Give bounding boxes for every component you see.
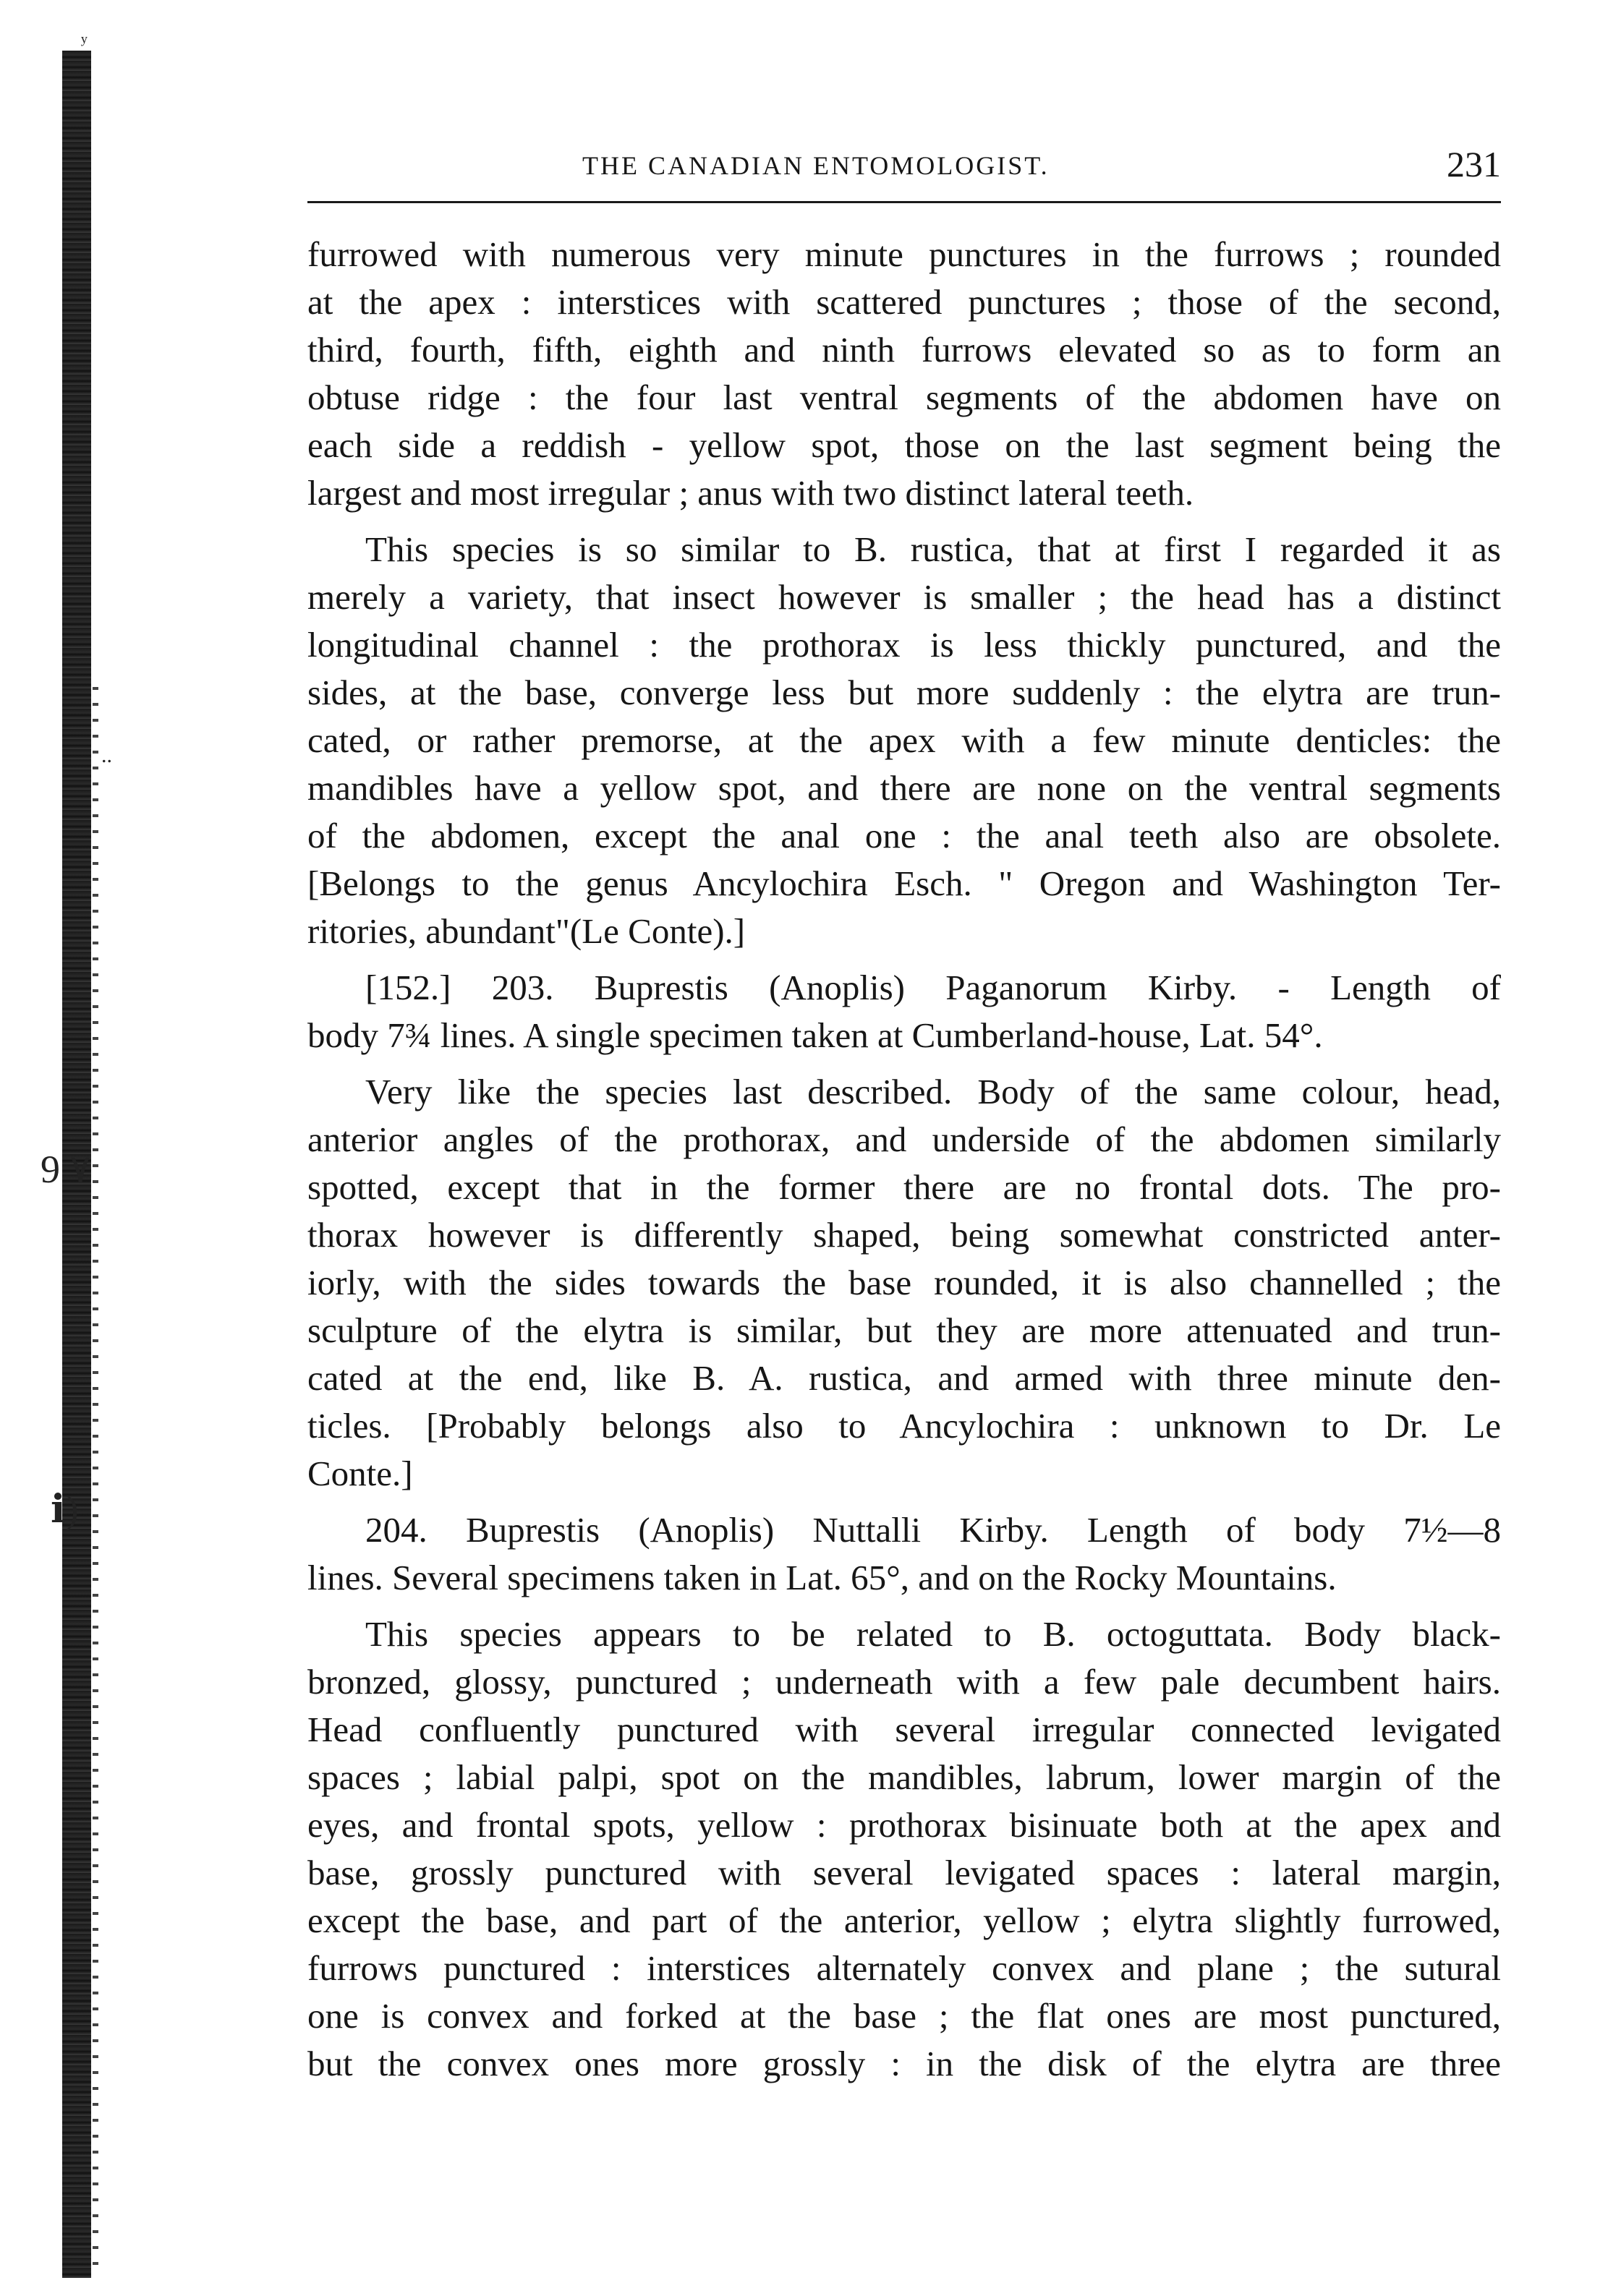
line: largest and most irregular ; anus with two distinct lateral teeth. bbox=[307, 473, 1194, 513]
species-heading-204: 204. Buprestis (Anoplis) Nuttalli Kirby. Length of body 7½—8 bbox=[365, 1510, 1501, 1550]
margin-mark-top: ʸ bbox=[81, 30, 88, 54]
line: bronzed, glossy, punctured ; underneath with a few pale decumbent hairs. bbox=[307, 1662, 1501, 1702]
margin-mark-c: ℹ) bbox=[51, 1488, 79, 1531]
line: each side a reddish - yellow spot, those on the last segment being the bbox=[307, 425, 1501, 465]
line: iorly, with the sides towards the base rounded, it is also channelled ; the bbox=[307, 1263, 1501, 1302]
line: anterior angles of the prothorax, and underside of the abdomen similarly bbox=[307, 1119, 1501, 1159]
line: This species appears to be related to B. octoguttata. Body black- bbox=[365, 1614, 1501, 1654]
page-number: 231 bbox=[1447, 144, 1501, 184]
line: Head confluently punctured with several irregular connected levigated bbox=[307, 1710, 1501, 1749]
line: at the apex : interstices with scattered punctures ; those of the second, bbox=[307, 282, 1501, 322]
line: furrowed with numerous very minute punctures in the furrows ; rounded bbox=[307, 234, 1501, 274]
line: merely a variety, that insect however is smaller ; the head has a distinct bbox=[307, 577, 1501, 617]
line: thorax however is differently shaped, being somewhat constricted anter- bbox=[307, 1215, 1501, 1255]
line: Very like the species last described. Body of the same colour, head, bbox=[365, 1072, 1501, 1111]
line: ticles. [Probably belongs also to Ancylochira : unknown to Dr. Le bbox=[307, 1406, 1501, 1446]
line: third, fourth, fifth, eighth and ninth furrows elevated so as to form an bbox=[307, 330, 1501, 370]
line: one is convex and forked at the base ; the flat ones are most punctured, bbox=[307, 1996, 1501, 2036]
line: of the abdomen, except the anal one : the anal teeth also are obsolete. bbox=[307, 816, 1501, 855]
line: eyes, and frontal spots, yellow : prothorax bisinuate both at the apex and bbox=[307, 1805, 1501, 1845]
line: body 7¾ lines. A single specimen taken at Cumberland-house, Lat. 54°. bbox=[307, 1015, 1323, 1055]
line: except the base, and part of the anterior, yellow ; elytra slightly furrowed, bbox=[307, 1900, 1501, 1940]
line: spotted, except that in the former there are no frontal dots. The pro- bbox=[307, 1167, 1501, 1207]
body-text bbox=[307, 231, 1501, 2088]
margin-mark-b: 9 ٧ bbox=[41, 1148, 91, 1191]
page-header bbox=[307, 145, 1501, 188]
line: but the convex ones more grossly : in the disk of the elytra are three bbox=[307, 2044, 1501, 2083]
line: [Belongs to the genus Ancylochira Esch. " Oregon and Washington Ter- bbox=[307, 863, 1501, 903]
line: sides, at the base, converge less but more suddenly : the elytra are trun- bbox=[307, 673, 1501, 712]
running-title: THE CANADIAN ENTOMOLOGIST. bbox=[582, 151, 1050, 180]
line: cated at the end, like B. A. rustica, and armed with three minute den- bbox=[307, 1358, 1501, 1398]
line: longitudinal channel : the prothorax is less thickly punctured, and the bbox=[307, 625, 1501, 665]
species-heading-203: [152.] 203. Buprestis (Anoplis) Paganorum Kirby. - Length of bbox=[365, 968, 1501, 1007]
line: mandibles have a yellow spot, and there are none on the ventral segments bbox=[307, 768, 1501, 808]
margin-mark-a: .. bbox=[101, 743, 112, 767]
header-rule bbox=[307, 201, 1501, 203]
line: spaces ; labial palpi, spot on the mandibles, labrum, lower margin of the bbox=[307, 1757, 1501, 1797]
binding-dashes bbox=[93, 687, 98, 2278]
line: lines. Several specimens taken in Lat. 65°, and on the Rocky Mountains. bbox=[307, 1558, 1337, 1597]
line: cated, or rather premorse, at the apex with a few minute denticles: the bbox=[307, 720, 1501, 760]
line: This species is so similar to B. rustica, that at first I regarded it as bbox=[365, 529, 1501, 569]
line: obtuse ridge : the four last ventral segments of the abdomen have on bbox=[307, 377, 1501, 417]
page bbox=[307, 145, 1501, 2088]
line: furrows punctured : interstices alternately convex and plane ; the sutural bbox=[307, 1948, 1501, 1988]
line: ritories, abundant"(Le Conte).] bbox=[307, 911, 746, 951]
line: base, grossly punctured with several levigated spaces : lateral margin, bbox=[307, 1853, 1501, 1892]
line: Conte.] bbox=[307, 1454, 413, 1493]
line: sculpture of the elytra is similar, but they are more attenuated and trun- bbox=[307, 1310, 1501, 1350]
